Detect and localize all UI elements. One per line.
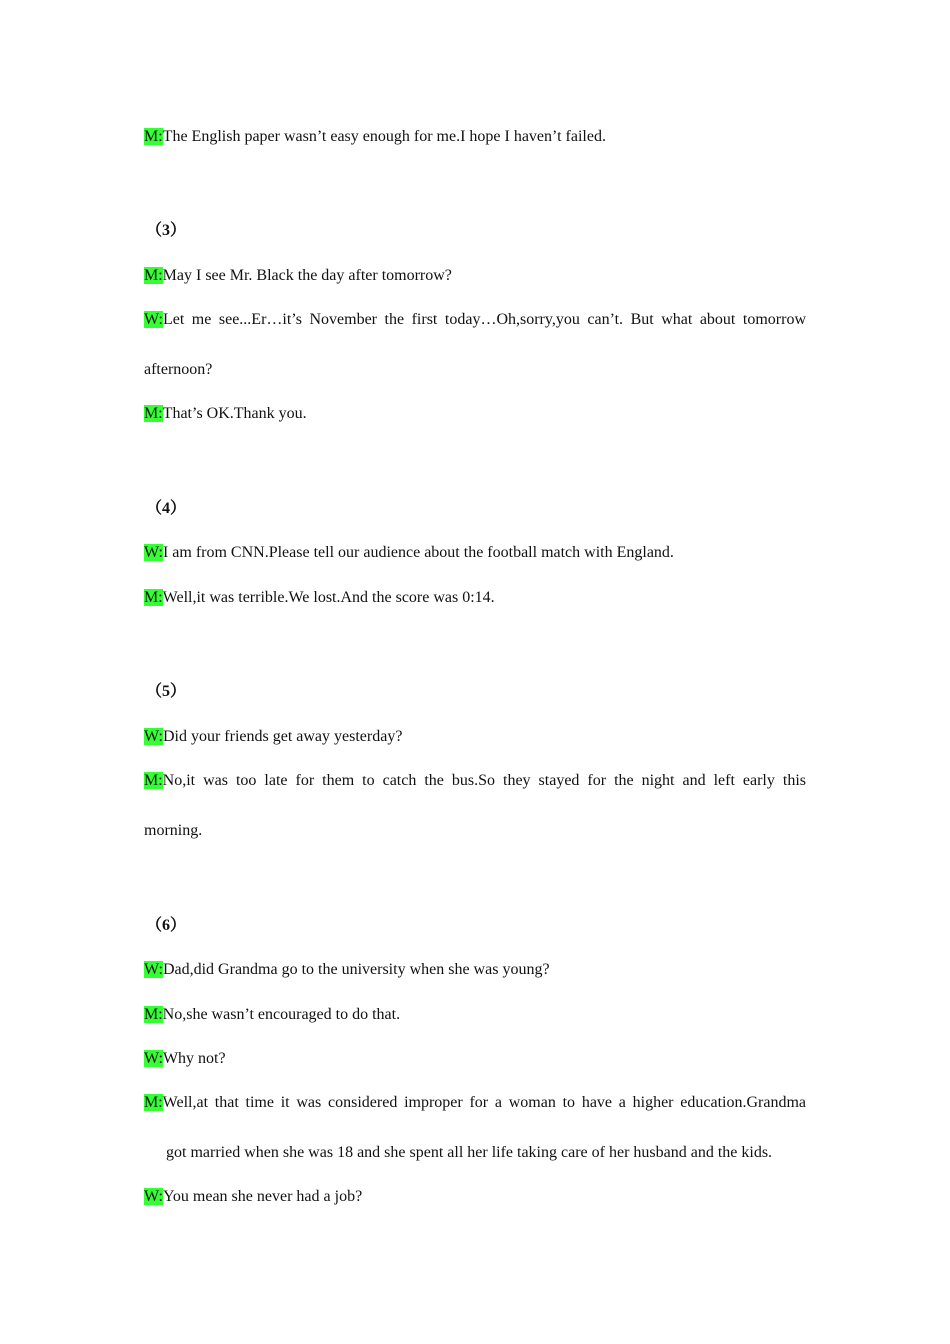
- dialogue-line: [144, 404, 806, 424]
- speaker-label: M:: [144, 1094, 163, 1111]
- speaker-label: M:: [144, 589, 163, 606]
- speaker-label: W:: [144, 728, 163, 745]
- dialogue-text: Well,it was terrible.We lost.And the score was 0:14.: [162, 589, 495, 606]
- section-heading: （4）: [146, 500, 187, 517]
- dialogue-text: Did your friends get away yesterday?: [162, 728, 403, 745]
- dialogue-text: No,she wasn’t encouraged to do that.: [162, 1006, 401, 1023]
- speaker-label: M:: [144, 267, 163, 284]
- speaker-label: W:: [144, 961, 163, 978]
- speaker-label: W:: [144, 1188, 163, 1205]
- dialogue-line: [144, 310, 806, 330]
- dialogue-line: [144, 727, 806, 747]
- dialogue-line: [144, 1093, 806, 1113]
- dialogue-continuation: morning.: [144, 822, 203, 839]
- section-heading: （6）: [146, 917, 187, 934]
- dialogue-line: [144, 960, 806, 980]
- dialogue-line: [144, 588, 806, 608]
- dialogue-text: I am from CNN.Please tell our audience about the football match with England.: [162, 544, 674, 561]
- dialogue-line: [144, 266, 806, 286]
- speaker-label: M:: [144, 772, 163, 789]
- speaker-label: W:: [144, 311, 163, 328]
- dialogue-line: [144, 1049, 806, 1069]
- section-heading: （5）: [146, 683, 187, 700]
- dialogue-text: The English paper wasn’t easy enough for me.I hope I haven’t failed.: [162, 128, 606, 145]
- speaker-label: M:: [144, 405, 163, 422]
- dialogue-line: [144, 771, 806, 791]
- dialogue-line: [144, 543, 806, 563]
- dialogue-text: That’s OK.Thank you.: [162, 405, 307, 422]
- speaker-label: W:: [144, 1050, 163, 1067]
- dialogue-text: Dad,did Grandma go to the university when she was young?: [162, 961, 550, 978]
- speaker-label: W:: [144, 544, 163, 561]
- dialogue-text: No,it was too late for them to catch the bus.So they stayed for the night and left early this: [162, 772, 806, 789]
- speaker-label: M:: [144, 1006, 163, 1023]
- dialogue-continuation: got married when she was 18 and she spent all her life taking care of her husband and the kids.: [166, 1144, 773, 1161]
- speaker-label: M:: [144, 128, 163, 145]
- dialogue-line: [144, 127, 806, 147]
- dialogue-text: Why not?: [162, 1050, 226, 1067]
- dialogue-line: [144, 1187, 806, 1207]
- dialogue-text: May I see Mr. Black the day after tomorrow?: [162, 267, 452, 284]
- dialogue-line: [144, 1005, 806, 1025]
- dialogue-text: Let me see...Er…it’s November the first today…Oh,sorry,you can’t. But what about tomorrow: [162, 311, 806, 328]
- section-heading: （3）: [146, 222, 187, 239]
- dialogue-continuation: afternoon?: [144, 361, 213, 378]
- dialogue-text: You mean she never had a job?: [162, 1188, 363, 1205]
- dialogue-text: Well,at that time it was considered improper for a woman to have a higher education.Grandma: [162, 1094, 806, 1111]
